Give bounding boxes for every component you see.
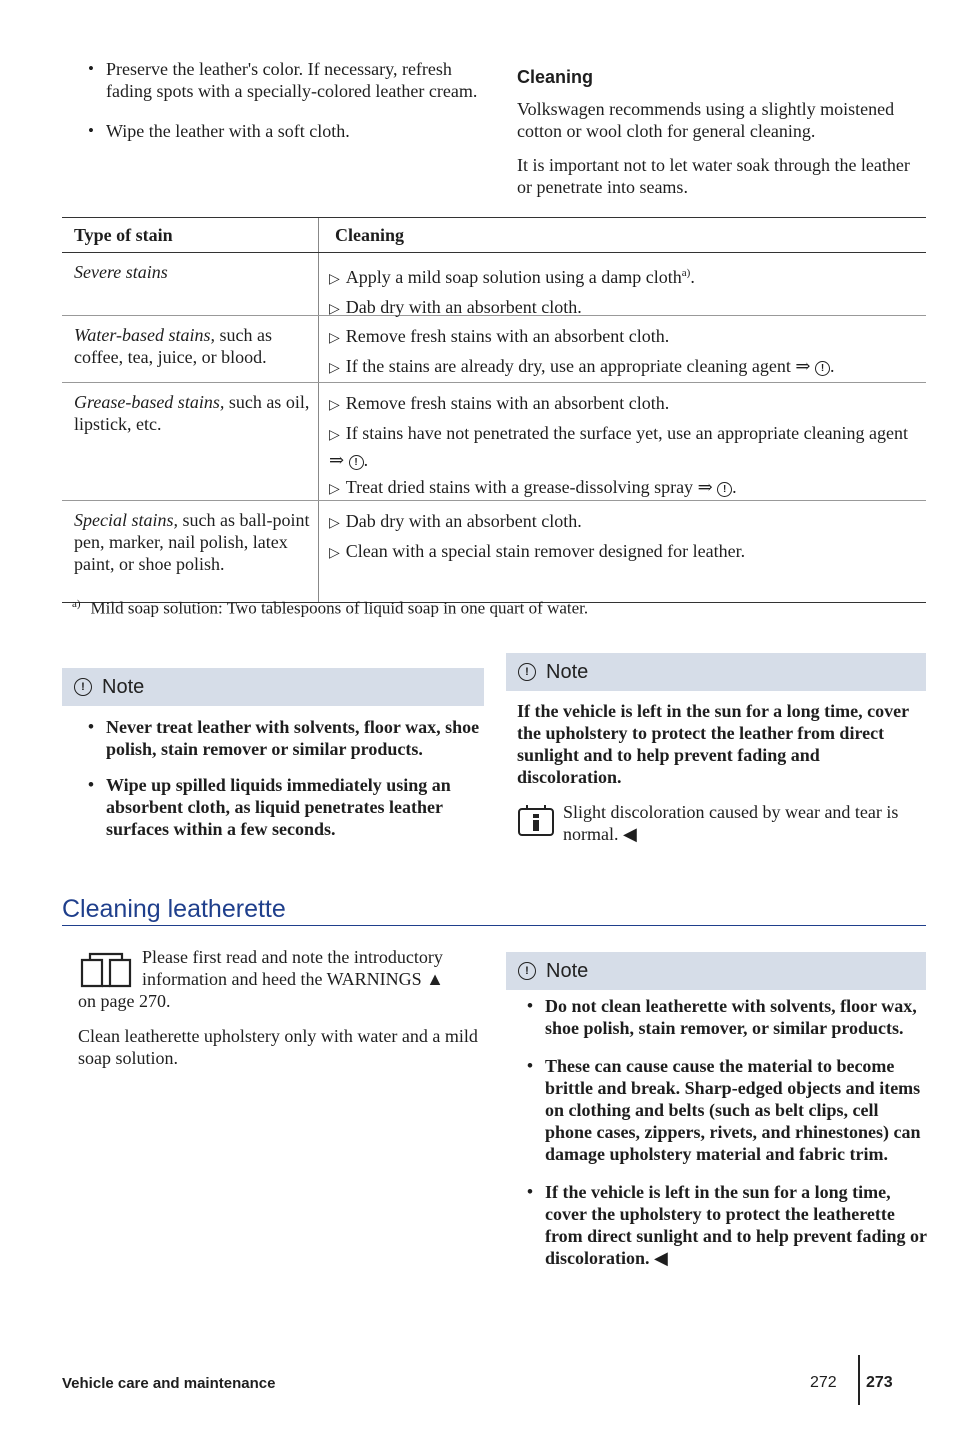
bullet-preserve: • Preserve the leather's color. If necessary, refresh fading spots with a specially-colored leather cream. (78, 58, 484, 102)
cleaning-cell (318, 253, 926, 315)
step-text: Remove fresh stains with an absorbent cloth. (345, 326, 670, 346)
cleaning-step (329, 324, 916, 351)
cleaning-step: ▷ If stains have not penetrated the surface yet, use an appropriate cleaning agent ⇒ ! . (329, 423, 909, 470)
info-text-content: Slight discoloration caused by wear and tear is normal. (563, 802, 899, 844)
section-divider (62, 925, 926, 926)
info-text (563, 801, 927, 845)
note-label: Note (546, 959, 589, 982)
caution-circle-icon: ! (518, 663, 536, 681)
page-number-left: 272 (810, 1374, 837, 1391)
note-leather-body (78, 716, 488, 840)
stain-type-cell (62, 501, 318, 602)
section-intro (142, 946, 484, 990)
triangle-right-icon: ▷ (329, 546, 340, 561)
note-bullet: • These can cause cause the material to become brittle and break. Sharp-edged objects and items on clothing and belts (such as belt clips, cell phone cases, zippers, rivets, and rhinestones) can damage upholstery material and fabric trim. (517, 1055, 927, 1165)
cleaning-step: ▷ If the stains are already dry, use an appropriate cleaning agent ⇒ ! . (329, 354, 916, 381)
stain-name: Grease-based stains, (74, 392, 225, 412)
section-intro-page: on page 270. (78, 991, 171, 1011)
cleaning-paragraph-1: Volkswagen recommends using a slightly moistened cotton or wool cloth for general cleaning. (517, 99, 895, 141)
triangle-right-icon: ▷ (329, 302, 340, 317)
triangle-right-icon: ▷ (329, 516, 340, 531)
step-text: Apply a mild soap solution using a damp cloth (345, 267, 682, 287)
caution-circle-icon: ! (349, 455, 364, 470)
table-row (62, 501, 926, 602)
table-header (62, 218, 926, 253)
section-paragraph: Clean leatherette upholstery only with water and a mild soap solution. (78, 1026, 478, 1068)
step-text: Dab dry with an absorbent cloth. (345, 511, 582, 531)
caution-circle-icon: ! (815, 361, 830, 376)
cleaning-cell (318, 316, 926, 382)
stain-description: such as coffee, tea, juice, or blood. (74, 325, 272, 367)
stain-description: such as ball-point pen, marker, nail polish, latex paint, or shoe polish. (74, 510, 310, 574)
cleaning-step (329, 509, 916, 536)
section-intro-text: Please first read and note the introductory information and heed the WARNINGS (142, 947, 443, 989)
page-number-right: 273 (866, 1374, 893, 1391)
step-text: Remove fresh stains with an absorbent cloth. (345, 393, 670, 413)
arrow-icon: ⇒ (697, 477, 713, 497)
cleaning-cell (318, 501, 926, 602)
stain-type-cell (62, 383, 318, 500)
note-bullet (517, 1181, 927, 1269)
cleaning-step (329, 391, 916, 418)
triangle-right-icon: ▷ (329, 428, 340, 443)
cleaning-step (329, 539, 916, 566)
book-icon (78, 952, 134, 988)
cleaning-paragraph-2: It is important not to let water soak through the leather or penetrate into seams. (517, 155, 910, 197)
header-type-of-stain: Type of stain (74, 224, 173, 245)
cleaning-step: ▷ Apply a mild soap solution using a damp cloth$^{a)}$. (329, 261, 916, 292)
table-row (62, 383, 926, 501)
triangle-right-icon: ▷ (329, 398, 340, 413)
note-sun-text: If the vehicle is left in the sun for a long time, cover the upholstery to protect the leather from direct sunlight and to help prevent fading and discoloration. (517, 701, 909, 787)
warning-triangle-icon: ▲ (426, 969, 444, 989)
triangle-right-icon: ▷ (329, 331, 340, 346)
end-marker-icon: ◀ (654, 1248, 668, 1268)
step-text: If stains have not penetrated the surface yet, use an appropriate cleaning agent (345, 423, 909, 443)
caution-circle-icon: ! (717, 482, 732, 497)
step-text: Clean with a special stain remover designed for leather. (345, 541, 746, 561)
footnote-text: Mild soap solution: Two tablespoons of liquid soap in one quart of water. (90, 598, 589, 618)
table-row (62, 316, 926, 383)
arrow-icon: ⇒ (795, 356, 811, 376)
note-header (506, 653, 926, 691)
note-leatherette-body (517, 995, 927, 1269)
stain-name: Severe stains (74, 262, 168, 282)
cleaning-cell (318, 383, 926, 500)
note-header (62, 668, 484, 706)
note-bullet: • Do not clean leatherette with solvents, floor wax, shoe polish, stain remover, or similar products. (517, 995, 927, 1039)
header-cleaning: Cleaning (318, 218, 404, 252)
info-icon (517, 803, 557, 837)
section-title: Cleaning leatherette (62, 895, 286, 923)
stain-name: Special stains, (74, 510, 178, 530)
bullet-wipe: • Wipe the leather with a soft cloth. (78, 120, 484, 142)
stain-table (62, 217, 926, 603)
table-row (62, 253, 926, 316)
stain-type-cell (62, 253, 318, 315)
step-text: Dab dry with an absorbent cloth. (345, 297, 582, 317)
note-label: Note (102, 675, 145, 698)
page-divider (858, 1355, 860, 1405)
footer-section-name: Vehicle care and maintenance (62, 1375, 276, 1392)
triangle-right-icon: ▷ (329, 361, 340, 376)
triangle-right-icon: ▷ (329, 482, 340, 497)
stain-type-cell (62, 316, 318, 382)
stain-description: such as oil, lipstick, etc. (74, 392, 310, 434)
step-text: Treat dried stains with a grease-dissolving spray (345, 477, 694, 497)
cleaning-section (517, 66, 927, 198)
footnote-mark: a) (72, 598, 81, 610)
arrow-icon: ⇒ (329, 450, 345, 470)
stain-name: Water-based stains, (74, 325, 215, 345)
end-marker-icon: ◀ (623, 824, 637, 844)
cleaning-step: ▷ Treat dried stains with a grease-dissolving spray ⇒ ! . (329, 475, 916, 502)
note-bullet: • Wipe up spilled liquids immediately using an absorbent cloth, as liquid penetrates leather surfaces within a few seconds. (78, 774, 488, 840)
note-bullet: • Never treat leather with solvents, floor wax, shoe polish, stain remover or similar products. (78, 716, 488, 760)
cleaning-heading: Cleaning (517, 67, 594, 87)
footnote-ref: a) (681, 267, 691, 279)
table-footnote (72, 598, 588, 619)
triangle-right-icon: ▷ (329, 272, 340, 287)
caution-circle-icon: ! (518, 962, 536, 980)
note-label: Note (546, 660, 589, 683)
caution-circle-icon: ! (74, 678, 92, 696)
note-header (506, 952, 926, 990)
note-bullet-text: If the vehicle is left in the sun for a long time, cover the upholstery to protect the leatherette from direct sunlight and to help prevent fading or discoloration. (545, 1182, 927, 1268)
step-text: If the stains are already dry, use an appropriate cleaning agent (345, 356, 791, 376)
intro-bullets (78, 58, 484, 142)
